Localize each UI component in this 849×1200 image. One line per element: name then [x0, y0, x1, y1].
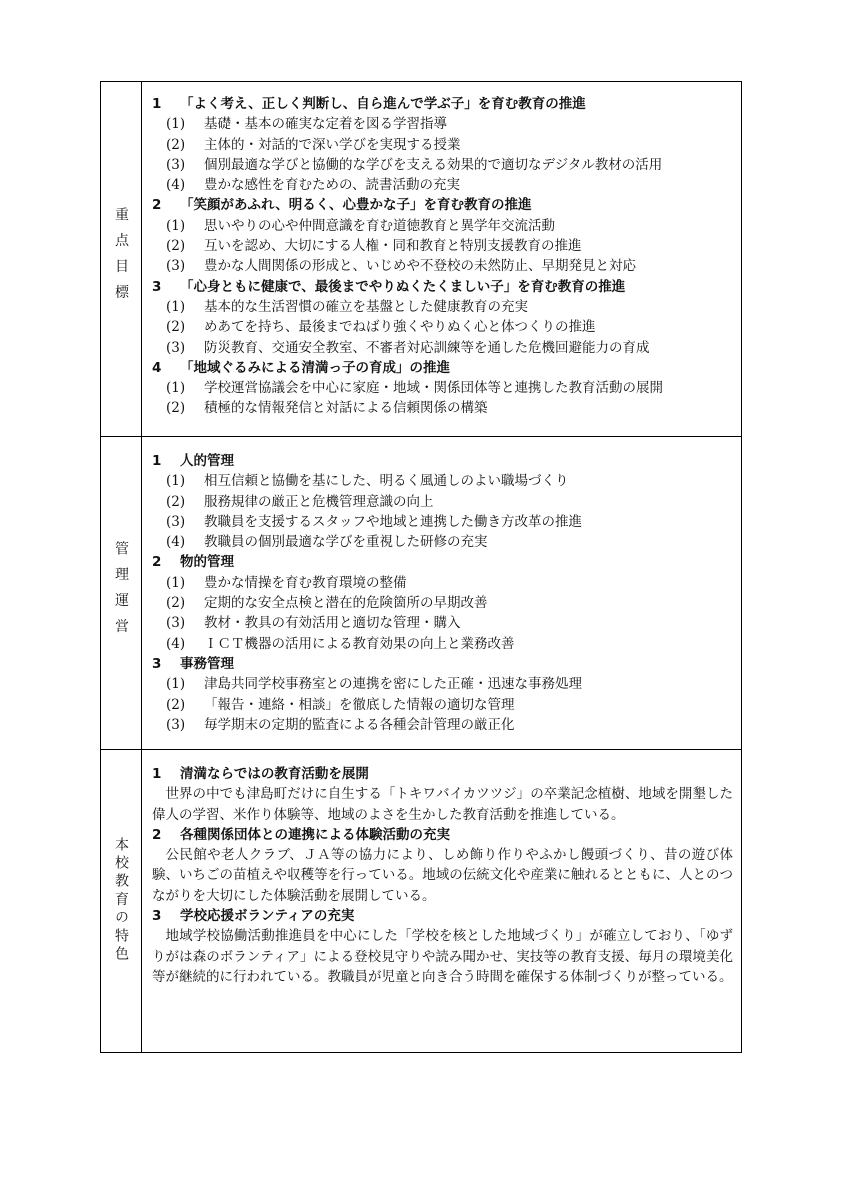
- list-item: (2) 服務規律の厳正と危機管理意識の向上: [166, 493, 434, 510]
- section-content: [142, 82, 741, 436]
- list-item: (2) 定期的な安全点検と潜在的危険箇所の早期改善: [166, 595, 488, 612]
- group-heading: 3 「心身ともに健康で、最後までやりぬくたくましい子」を育む教育の推進: [152, 278, 626, 295]
- paragraph: 公民館や老人クラブ、ＪＡ等の協力により、しめ飾り作りやふかし饅頭づくり、昔の遊び体験、いちごの苗植えや収穫等を行っている。地域の伝統文化や産業に触れるとともに、人とのつながりを大切にした体験活動を展開している。: [152, 847, 733, 904]
- group-heading: 1 清満ならではの教育活動を展開: [152, 766, 369, 782]
- section-label: 管理運営: [113, 541, 129, 645]
- list-item: (1) 学校運営協議会を中心に家庭・地域・関係団体等と連携した教育活動の展開: [166, 380, 663, 397]
- section-label-cell: [101, 750, 142, 1052]
- list-item: (3) 個別最適な学びと協働的な学びを支える効果的で適切なデジタル教材の活用: [166, 156, 663, 173]
- list-item: (2) 「報告・連絡・相談」を徹底した情報の適切な管理: [166, 696, 515, 713]
- list-item: (1) 基礎・基本の確実な定着を図る学習指導: [166, 116, 447, 133]
- section-content: [142, 750, 741, 1052]
- section-label: 本校教育の特色: [113, 837, 129, 965]
- section-label: 重点目標: [113, 207, 129, 311]
- list-item: (1) 津島共同学校事務室との連携を密にした正確・迅速な事務処理: [166, 676, 582, 693]
- group-heading: 3 事務管理: [152, 655, 234, 672]
- group-heading: 3 学校応援ボランティアの充実: [152, 908, 355, 925]
- section-content: [142, 437, 741, 749]
- section-label-cell: [101, 82, 142, 436]
- list-item: (4) 教職員の個別最適な学びを重視した研修の充実: [166, 534, 488, 551]
- list-item: (3) 豊かな人間関係の形成と、いじめや不登校の未然防止、早期発見と対応: [166, 258, 636, 275]
- paragraph: 地域学校協働活動推進員を中心にした「学校を核とした地域づくり」が確立しており、「ゆずりがは森のボランティア」による登校見守りや読み聞かせ、実技等の教育支援、毎月の環境美化等が継続的に行われている。教職員が児童と向き合う時間を確保する体制づくりが整っている。: [152, 928, 733, 985]
- section-priority-goals: [101, 82, 741, 436]
- group-heading: 1 「よく考え、正しく判断し、自ら進んで学ぶ子」を育む教育の推進: [152, 96, 586, 112]
- list-item: (2) 積極的な情報発信と対話による信頼関係の構築: [166, 400, 488, 417]
- list-item: (2) 主体的・対話的で深い学びを実現する授業: [166, 136, 461, 153]
- plan-table: [100, 81, 742, 1053]
- group-heading: 2 物的管理: [152, 554, 234, 571]
- list-item: (3) 毎学期末の定期的監査による各種会計管理の厳正化: [166, 716, 515, 733]
- list-item: (3) 教職員を支援するスタッフや地域と連携した働き方改革の推進: [166, 513, 582, 530]
- list-item: (2) 互いを認め、大切にする人権・同和教育と特別支援教育の推進: [166, 238, 582, 255]
- group-heading: 4 「地域ぐるみによる清満っ子の育成」の推進: [152, 359, 450, 376]
- list-item: (1) 思いやりの心や仲間意識を育む道徳教育と異学年交流活動: [166, 217, 555, 234]
- list-item: (1) 豊かな情操を育む教育環境の整備: [166, 574, 407, 591]
- list-item: (1) 相互信頼と協働を基にした、明るく風通しのよい職場づくり: [166, 473, 569, 490]
- list-item: (4) 豊かな感性を育むための、読書活動の充実: [166, 177, 460, 194]
- group-heading: 1 人的管理: [152, 453, 234, 469]
- section-label-cell: [101, 437, 142, 749]
- section-school-features: [101, 749, 741, 1052]
- group-heading: 2 各種関係団体との連携による体験活動の充実: [152, 826, 450, 843]
- list-item: (3) 防災教育、交通安全教室、不審者対応訓練等を通した危機回避能力の育成: [166, 339, 650, 356]
- list-item: (1) 基本的な生活習慣の確立を基盤とした健康教育の充実: [166, 298, 528, 315]
- group-heading: 2 「笑顔があふれ、明るく、心豊かな子」を育む教育の推進: [152, 197, 532, 214]
- list-item: (3) 教材・教具の有効活用と適切な管理・購入: [166, 615, 461, 632]
- list-item: (2) めあてを持ち、最後までねばり強くやりぬく心と体つくりの推進: [166, 319, 596, 336]
- paragraph: 世界の中でも津島町だけに自生する「トキワバイカツツジ」の卒業記念植樹、地域を開墾した偉人の学習、米作り体験等、地域のよさを生かした教育活動を推進している。: [152, 786, 733, 823]
- section-management: [101, 436, 741, 749]
- list-item: (4) ＩＣＴ機器の活用による教育効果の向上と業務改善: [166, 635, 515, 652]
